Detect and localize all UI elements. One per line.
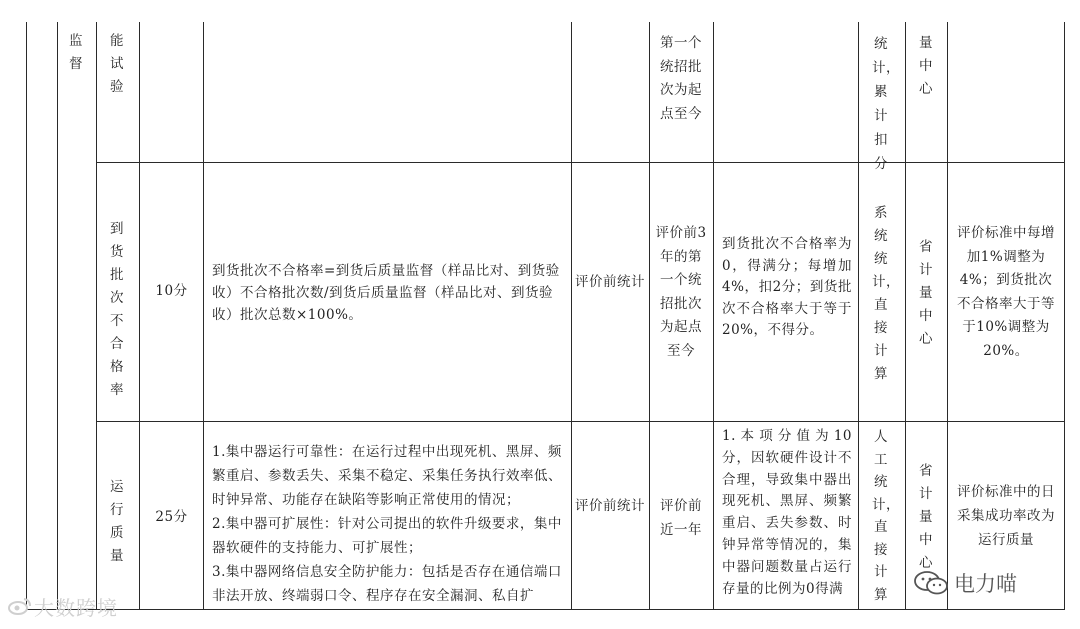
rule-cell: 到货批次不合格率为0，得满分；每增加4%，扣2分；到货批次不合格率大于等于20%，不得分。 bbox=[722, 236, 852, 338]
period-cell: 第一个统招批次为起点至今 bbox=[660, 35, 702, 122]
indicator-name: 能试验 bbox=[110, 33, 124, 95]
row-divider bbox=[96, 162, 1065, 163]
table-border-right bbox=[1064, 22, 1065, 610]
col-divider bbox=[203, 22, 204, 610]
stat-type-cell: 统计，累计扣分 bbox=[872, 36, 900, 172]
note-cell: 评价标准中每增加1%调整为4%；到货批次不合格率大于等于10%调整为20%。 bbox=[957, 225, 1055, 359]
dept-cell: 省计量中心 bbox=[919, 239, 933, 347]
method-cell: 评价前统计 bbox=[575, 498, 645, 514]
supervision-label: 监督 bbox=[69, 33, 83, 72]
stat-type-cell: 系统统计，直接计算 bbox=[872, 205, 900, 382]
wechat-logo-icon bbox=[914, 571, 948, 595]
watermark-right bbox=[914, 568, 1017, 598]
watermark-left bbox=[8, 592, 118, 621]
dept-cell: 省计量中心 bbox=[919, 463, 933, 571]
definition-cell bbox=[212, 440, 564, 608]
col-divider bbox=[649, 22, 650, 610]
period-cell: 评价前3年的第一个统招批次为起点至今 bbox=[655, 225, 707, 359]
row-divider bbox=[96, 421, 1065, 422]
col-divider bbox=[571, 22, 572, 610]
score-cell: 10分 bbox=[155, 283, 188, 299]
weibo-logo-icon bbox=[8, 596, 34, 620]
period-cell: 评价前近一年 bbox=[660, 498, 702, 538]
method-cell: 评价前统计 bbox=[575, 274, 645, 290]
dept-cell: 量中心 bbox=[919, 35, 933, 97]
definition-line: 1.集中器运行可靠性：在运行过程中出现死机、黑屏、频繁重启、参数丢失、采集不稳定、采集任务执行效率低、时钟异常、功能存在缺陷等影响正常使用的情况； bbox=[212, 444, 562, 508]
col-divider bbox=[713, 22, 714, 610]
col-divider bbox=[905, 22, 906, 610]
score-cell: 25分 bbox=[155, 509, 188, 525]
indicator-name: 运行质量 bbox=[110, 479, 124, 564]
note-cell: 评价标准中的日采集成功率改为运行质量 bbox=[957, 484, 1055, 548]
definition-line: 2.集中器可扩展性：针对公司提出的软件升级要求，集中器软硬件的支持能力、可扩展性； bbox=[212, 516, 562, 556]
table-border-left bbox=[26, 22, 27, 610]
col-divider bbox=[947, 22, 948, 610]
definition-cell: 到货批次不合格率=到货后质量监督（样品比对、到货验收）不合格批次数/到货后质量监督（样品比对、到货验收）批次总数×100%。 bbox=[212, 263, 560, 323]
indicator-name: 到货批次不合格率 bbox=[110, 221, 124, 398]
col-divider bbox=[96, 22, 97, 610]
watermark-left-text: 大数跨境 bbox=[34, 596, 118, 620]
table-border-bottom bbox=[26, 609, 1065, 610]
rule-cell: 1.本项分值为10分，因软硬件设计不合理，导致集中器出现死机、黑屏、频繁重启、丢失参数、时钟异常等情况的，集中器问题数量占运行存量的比例为0得满 bbox=[722, 428, 852, 597]
stat-type-cell: 人工统计，直接计算 bbox=[872, 429, 900, 603]
watermark-right-text: 电力喵 bbox=[954, 572, 1017, 596]
definition-line: 3.集中器网络信息安全防护能力：包括是否存在通信端口非法开放、终端弱口令、程序存在安全漏洞、私自扩 bbox=[212, 564, 562, 604]
col-divider bbox=[858, 22, 859, 610]
col-divider bbox=[57, 22, 58, 610]
